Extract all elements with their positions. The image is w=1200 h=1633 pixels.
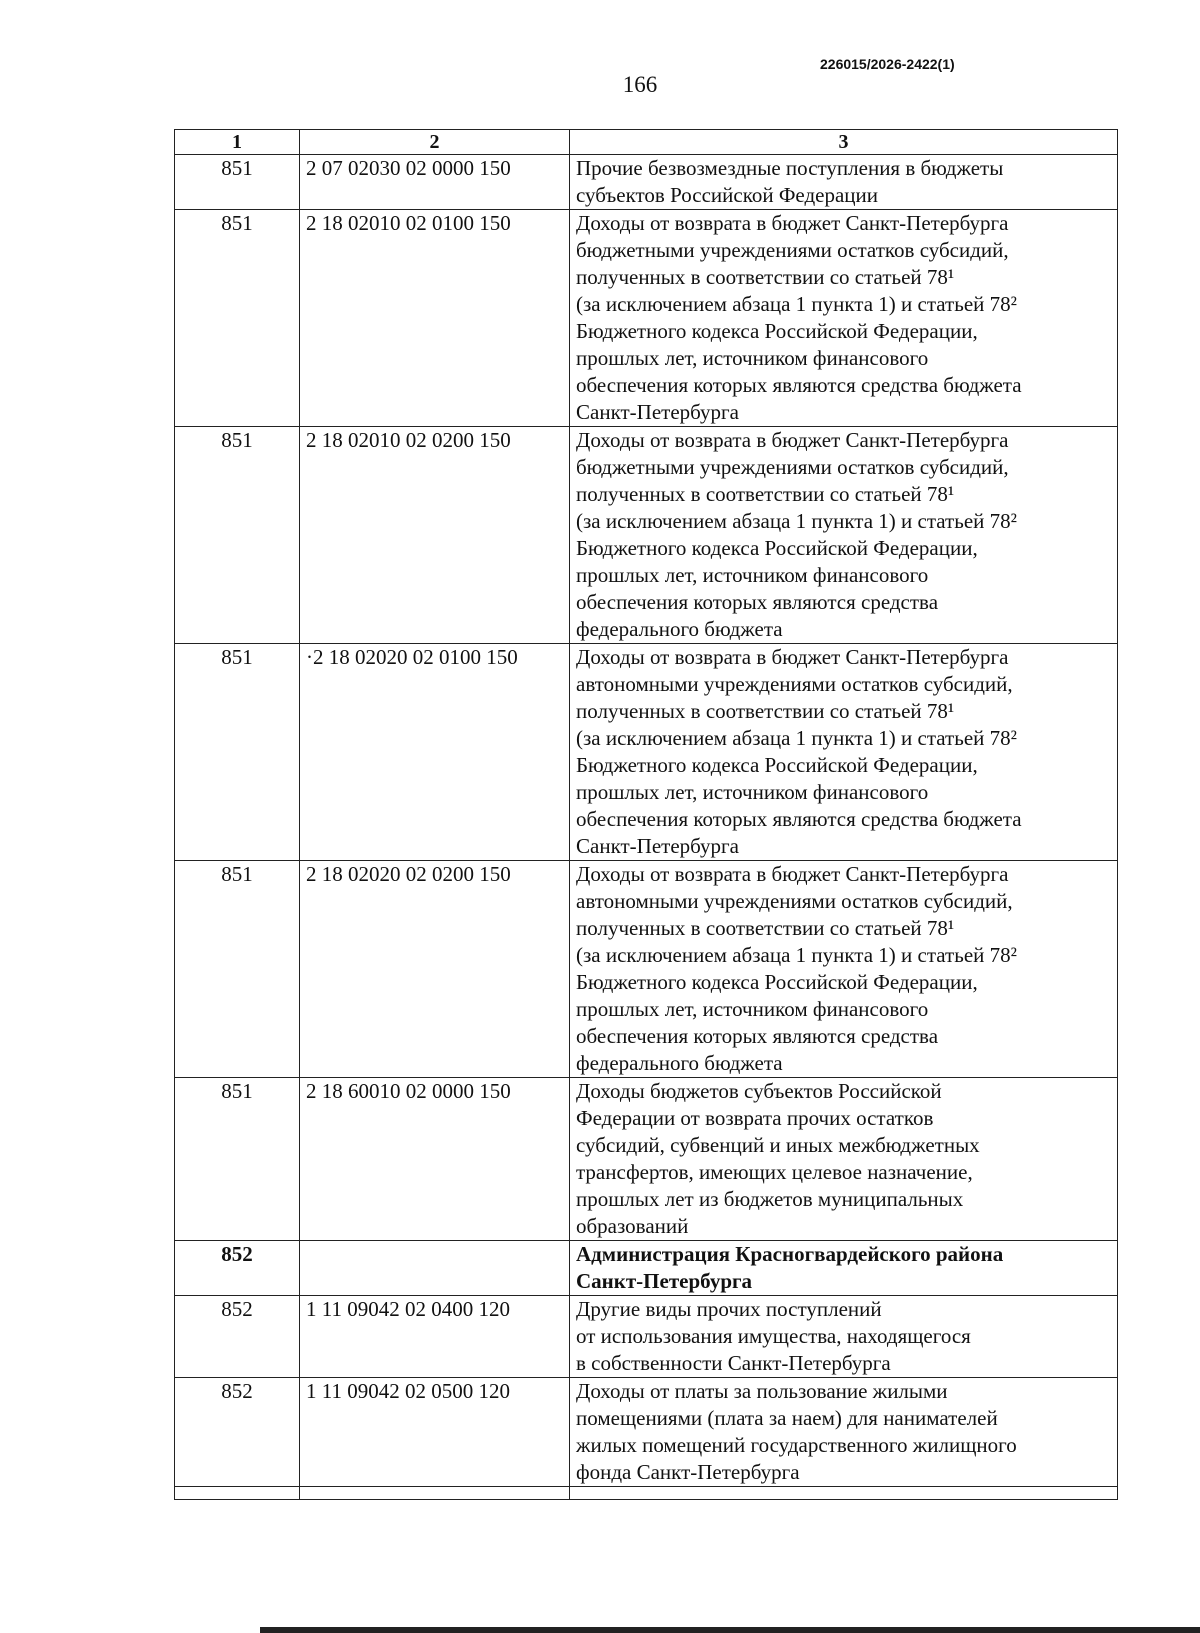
revenue-code-cell: 1 11 09042 02 0400 120 [300,1296,570,1378]
description-line: полученных в соответствии со статьей 78¹ [576,482,955,506]
description-line: федерального бюджета [576,617,783,641]
revenue-code-cell [300,1241,570,1296]
description-line: обеспечения которых являются средства [576,1024,939,1048]
admin-code-cell: 851 [175,427,300,644]
description-line: Доходы бюджетов субъектов Российской [576,1079,942,1103]
description-line: автономными учреждениями остатков субсидий, [576,889,1013,913]
description-line: прошлых лет, источником финансового [576,346,929,370]
revenue-code-cell: ·2 18 02020 02 0100 150 [300,644,570,861]
description-line: бюджетными учреждениями остатков субсидий, [576,455,1009,479]
revenue-code-cell: 2 18 60010 02 0000 150 [300,1078,570,1241]
description-line: Санкт-Петербурга [576,1269,753,1293]
empty-cell [175,1487,300,1500]
description-line: (за исключением абзаца 1 пункта 1) и статьей 78² [576,509,1017,533]
admin-code-cell: 851 [175,210,300,427]
table-row [175,861,1118,1078]
description-line: Федерации от возврата прочих остатков [576,1106,934,1130]
description-line: прошлых лет из бюджетов муниципальных [576,1187,964,1211]
description-line: от использования имущества, находящегося [576,1324,971,1348]
description-line: Санкт-Петербурга [576,400,739,424]
description-line: субсидий, субвенций и иных межбюджетных [576,1133,980,1157]
document-id: 226015/2026-2422(1) [820,56,955,72]
admin-code-cell: 852 [175,1378,300,1487]
table-header [175,130,1118,155]
description-cell [570,155,1118,210]
table-bottom-gap [175,1487,1118,1500]
description-line: обеспечения которых являются средства бюджета [576,373,1022,397]
empty-cell [300,1487,570,1500]
empty-cell [570,1487,1118,1500]
description-cell [570,1378,1118,1487]
description-line: полученных в соответствии со статьей 78¹ [576,699,955,723]
description-line: трансфертов, имеющих целевое назначение, [576,1160,973,1184]
description-line: (за исключением абзаца 1 пункта 1) и статьей 78² [576,726,1017,750]
description-cell [570,427,1118,644]
table-body [175,155,1118,1500]
description-line: Другие виды прочих поступлений [576,1297,882,1321]
description-line: (за исключением абзаца 1 пункта 1) и статьей 78² [576,292,1017,316]
admin-code-cell: 851 [175,155,300,210]
description-line: в собственности Санкт-Петербурга [576,1351,891,1375]
column-header-1: 1 [175,130,300,155]
admin-code-cell: 851 [175,1078,300,1241]
description-line: полученных в соответствии со статьей 78¹ [576,916,955,940]
description-line: Санкт-Петербурга [576,834,739,858]
description-cell [570,644,1118,861]
description-line: бюджетными учреждениями остатков субсидий, [576,238,1009,262]
description-line: Доходы от возврата в бюджет Санкт-Петербурга [576,862,1009,886]
scan-edge-line [260,1627,1200,1633]
description-cell [570,1296,1118,1378]
description-line: помещениями (плата за наем) для нанимателей [576,1406,998,1430]
description-line: Бюджетного кодекса Российской Федерации, [576,536,978,560]
description-line: автономными учреждениями остатков субсидий, [576,672,1013,696]
description-line: обеспечения которых являются средства бюджета [576,807,1022,831]
description-line: Доходы от возврата в бюджет Санкт-Петербурга [576,428,1009,452]
table-row [175,1296,1118,1378]
description-line: субъектов Российской Федерации [576,183,879,207]
description-line: федерального бюджета [576,1051,783,1075]
revenue-code-cell: 1 11 09042 02 0500 120 [300,1378,570,1487]
table-row [175,1378,1118,1487]
description-line: Доходы от возврата в бюджет Санкт-Петербурга [576,645,1009,669]
description-line: Бюджетного кодекса Российской Федерации, [576,970,978,994]
description-line: Доходы от возврата в бюджет Санкт-Петербурга [576,211,1009,235]
table-row [175,155,1118,210]
description-line: Администрация Красногвардейского района [576,1242,1004,1266]
description-line: жилых помещений государственного жилищного [576,1433,1017,1457]
revenue-code-cell: 2 18 02010 02 0200 150 [300,427,570,644]
description-line: образований [576,1214,689,1238]
column-header-3: 3 [570,130,1118,155]
table-row [175,210,1118,427]
revenue-code-cell: 2 18 02010 02 0100 150 [300,210,570,427]
description-cell [570,210,1118,427]
revenue-code-cell: 2 07 02030 02 0000 150 [300,155,570,210]
description-line: полученных в соответствии со статьей 78¹ [576,265,955,289]
column-header-2: 2 [300,130,570,155]
revenue-code-cell: 2 18 02020 02 0200 150 [300,861,570,1078]
description-line: прошлых лет, источником финансового [576,780,929,804]
description-line: прошлых лет, источником финансового [576,997,929,1021]
table-row [175,1241,1118,1296]
description-cell [570,1078,1118,1241]
table-row [175,1078,1118,1241]
table-row [175,427,1118,644]
description-line: обеспечения которых являются средства [576,590,939,614]
page-number: 166 [622,72,658,97]
description-line: Доходы от платы за пользование жилыми [576,1379,948,1403]
admin-code-cell: 851 [175,861,300,1078]
description-line: фонда Санкт-Петербурга [576,1460,800,1484]
admin-code-cell: 852 [175,1241,300,1296]
table-row [175,644,1118,861]
description-line: Бюджетного кодекса Российской Федерации, [576,753,978,777]
revenue-codes-table [174,129,1118,1500]
description-line: Бюджетного кодекса Российской Федерации, [576,319,978,343]
description-line: Прочие безвозмездные поступления в бюджеты [576,156,1004,180]
description-cell [570,861,1118,1078]
description-cell [570,1241,1118,1296]
description-line: прошлых лет, источником финансового [576,563,929,587]
admin-code-cell: 851 [175,644,300,861]
admin-code-cell: 852 [175,1296,300,1378]
description-line: (за исключением абзаца 1 пункта 1) и статьей 78² [576,943,1017,967]
